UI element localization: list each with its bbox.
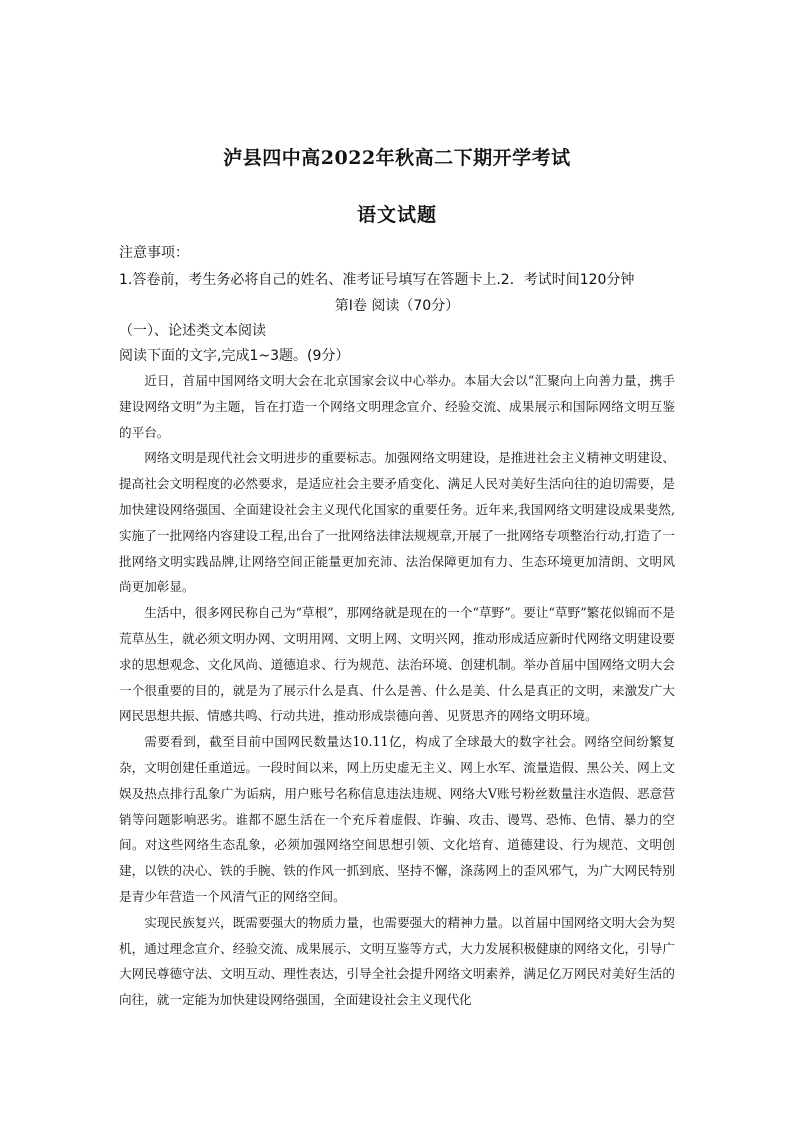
passage-paragraph-2: 网络文明是现代社会文明进步的重要标志。加强网络文明建设，是推进社会主义精神文明建设、提高社会文明程度的必然要求，是适应社会主要矛盾变化、满足人民对美好生活向往的迫切需要，是加快建设网络强国、全面建设社会主义现代化国家的重要任务。近年来,我国网络文明建设成果斐然,实施了一批网络内容建设工程,出台了一批网络法律法规规章,开展了一批网络专项整治行动,打造了一批网络文明实践品牌,让网络空间正能量更加充沛、法治保障更加有力、生态环境更加清朗、文明风尚更加彰显。 [119, 450, 675, 595]
section-heading: （一）、论述类文本阅读 [119, 323, 266, 339]
part-heading: 第Ⅰ卷 阅读（70分） [334, 298, 460, 314]
passage-paragraph-1: 近日，首届中国网络文明大会在北京国家会议中心举办。本届大会以“汇聚向上向善力量，携手建设网络文明”为主题，旨在打造一个网络文明理念宣介、经验交流、成果展示和国际网络文明互鉴的平台。 [119, 373, 675, 440]
passage-paragraph-3: 生活中，很多网民称自己为“草根”，那网络就是现在的一个“草野”。要让“草野”繁花似锦而不是荒草丛生，就必须文明办网、文明用网、文明上网、文明兴网，推动形成适应新时代网络文明建设要求的思想观念、文化风尚、道德追求、行为规范、法治环境、创建机制。举办首届中国网络文明大会一个很重要的目的，就是为了展示什么是真、什么是善、什么是美、什么是真正的文明，来激发广大网民思想共振、情感共鸣、行动共进，推动形成崇德向善、见贤思齐的网络文明环境。 [119, 605, 675, 724]
section-instruction: 阅读下面的文字,完成1~3题。(9分） [119, 348, 350, 364]
exam-title: 泸县四中高2022年秋高二下期开学考试 [223, 147, 571, 169]
notice-item-1: 1.答卷前，考生务必将自己的姓名、准考证号填写在答题卡上.2．考试时间120分钟 [119, 272, 635, 288]
passage-paragraph-5: 实现民族复兴，既需要强大的物质力量，也需要强大的精神力量。以首届中国网络文明大会为契机，通过理念宣介、经验交流、成果展示、文明互鉴等方式，大力发展积极健康的网络文化，引导广大网民尊德守法、文明互动、理性表达，引导全社会提升网络文明素养，满足亿万网民对美好生活的向往，就一定能为加快建设网络强国，全面建设社会主义现代化 [119, 914, 675, 1008]
reading-passage [119, 368, 675, 1013]
passage-paragraph-4: 需要看到，截至目前中国网民数量达10.11亿，构成了全球最大的数字社会。网络空间纷繁复杂，文明创建任重道远。一段时间以来，网上历史虚无主义、网上水军、流量造假、黑公关、网上文娱及热点排行乱象广为诟病，用户账号名称信息违法违规、网络大V账号粉丝数量注水造假、恶意营销等问题影响恶劣。谁都不愿生活在一个充斥着虚假、诈骗、攻击、谩骂、恐怖、色情、暴力的空间。对这些网络生态乱象，必须加强网络空间思想引领、文化培育、道德建设、行为规范、文明创建，以铁的决心、铁的手腕、铁的作风一抓到底、坚持不懈，涤荡网上的歪风邪气，为广大网民特别是青少年营造一个风清气正的网络空间。 [119, 734, 675, 904]
exam-subtitle: 语文试题 [356, 204, 437, 226]
notice-label: 注意事项： [119, 245, 189, 261]
